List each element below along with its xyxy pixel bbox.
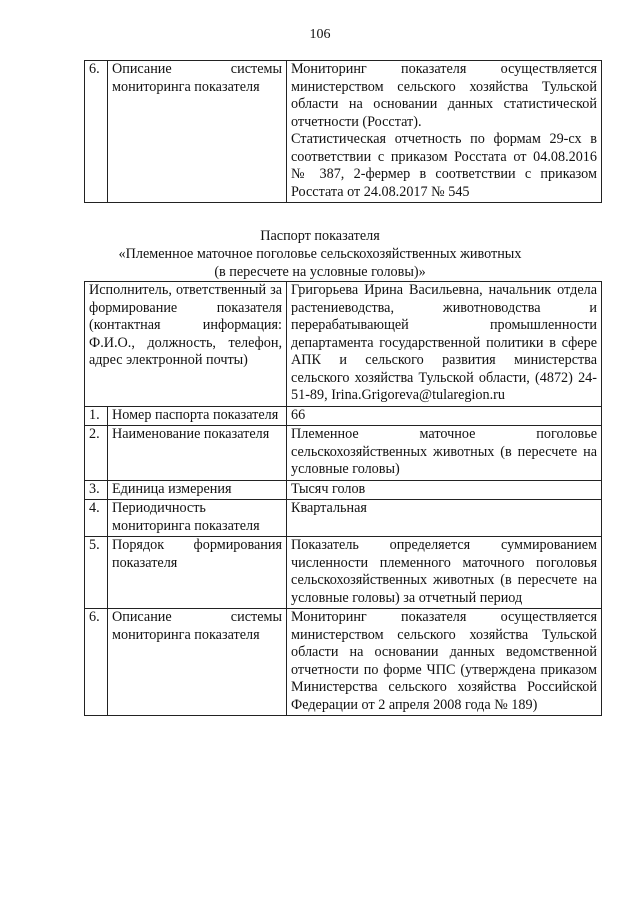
- row-label: Описание системы мониторинга показателя: [108, 609, 287, 716]
- row-label: Единица измерения: [108, 480, 287, 500]
- row-value: Мониторинг показателя осуществляется министерством сельского хозяйства Тульской области на основании данных ведомственной отчетности по форме ЧПС (утверждена приказом Министерства сельского хозяйства Российской Федерации от 2 апреля 2008 года № 189): [287, 609, 602, 716]
- row-label: Наименование показателя: [108, 426, 287, 481]
- value-paragraph: Мониторинг показателя осуществляется министерством сельского хозяйства Тульской области на основании данных статистической отчетности (Росстат).: [291, 61, 597, 130]
- row-label: Описание системы мониторинга показателя: [108, 61, 287, 203]
- row-value: 66: [287, 406, 602, 426]
- passport-subtitle: (в пересчете на условные головы)»: [214, 264, 426, 280]
- passport-heading: [0, 227, 640, 281]
- top-table: [84, 60, 602, 203]
- table-row: [85, 61, 602, 203]
- passport-title: Паспорт показателя: [260, 228, 380, 244]
- row-label: Номер паспорта показателя: [108, 406, 287, 426]
- page-number: 106: [309, 27, 331, 42]
- row-label: Периодичность мониторинга показателя: [108, 500, 287, 537]
- row-value: Племенное маточное поголовье сельскохозяйственных животных (в пересчете на условные головы): [287, 426, 602, 481]
- executor-label: Исполнитель, ответственный за формирование показателя (контактная информация: Ф.И.О., должность, телефон, адрес электронной почты): [85, 282, 287, 407]
- row-value: [287, 61, 602, 203]
- row-number: 3.: [85, 480, 108, 500]
- table-row: [85, 500, 602, 537]
- table-row: [85, 426, 602, 481]
- row-number: 4.: [85, 500, 108, 537]
- row-value: Тысяч голов: [287, 480, 602, 500]
- table-row: [85, 480, 602, 500]
- table-row: [85, 609, 602, 716]
- table-row: [85, 406, 602, 426]
- passport-subtitle: «Племенное маточное поголовье сельскохозяйственных животных: [118, 246, 522, 262]
- row-value: Показатель определяется суммированием численности племенного маточного поголовья сельскохозяйственных животных (в пересчете на условные головы) за отчетный период: [287, 537, 602, 609]
- row-value: Квартальная: [287, 500, 602, 537]
- row-label: Порядок формирования показателя: [108, 537, 287, 609]
- row-number: 6.: [85, 61, 108, 203]
- table-row: [85, 537, 602, 609]
- table-row: [85, 282, 602, 407]
- executor-value: Григорьева Ирина Васильевна, начальник отдела растениеводства, животноводства и перерабатывающей промышленности департамента государственной политики в сфере АПК и сельского развития министерства сельского хозяйства Тульской области, (4872) 24-51-89, Irina.Grigoreva@tularegion.ru: [287, 282, 602, 407]
- passport-table: [84, 281, 602, 716]
- row-number: 5.: [85, 537, 108, 609]
- row-number: 2.: [85, 426, 108, 481]
- row-number: 6.: [85, 609, 108, 716]
- value-paragraph: Статистическая отчетность по формам 29-сх в соответствии с приказом Росстата от 04.08.2016 № 387, 2-фермер в соответствии с приказом Росстата от 24.08.2017 № 545: [291, 131, 597, 200]
- row-number: 1.: [85, 406, 108, 426]
